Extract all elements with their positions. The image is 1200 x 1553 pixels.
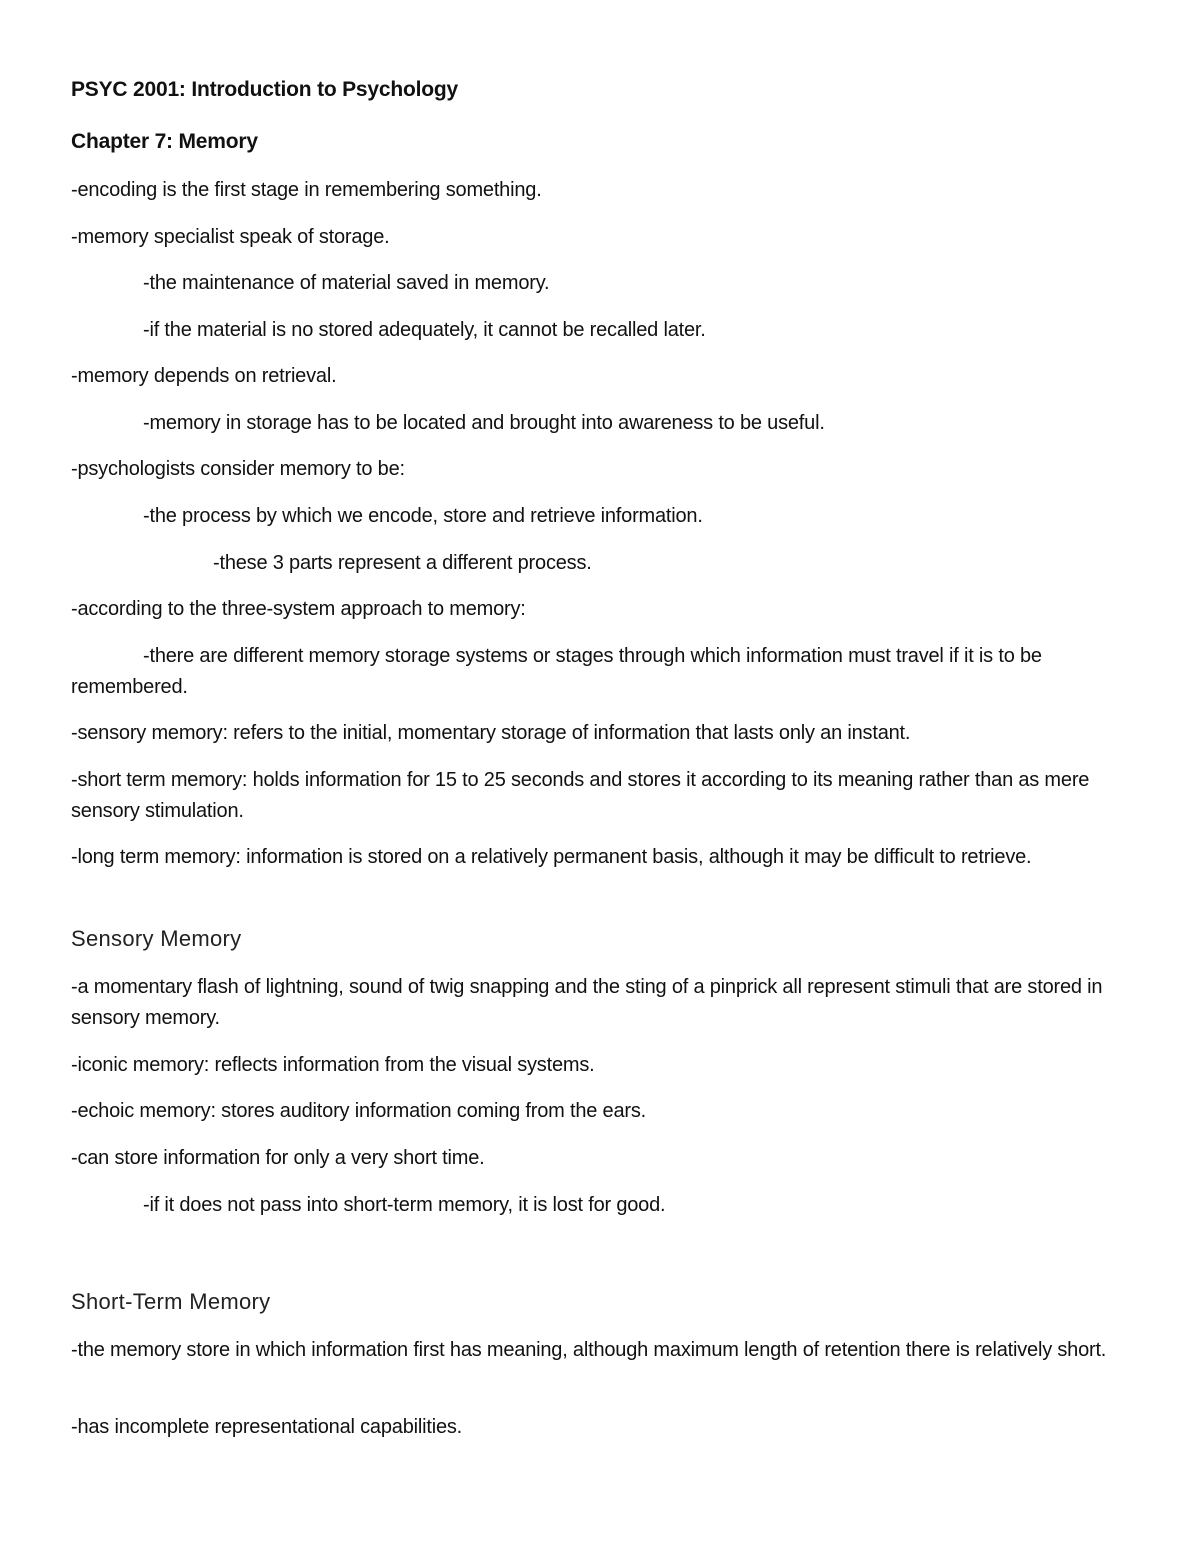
chapter-title: Chapter 7: Memory <box>71 130 258 153</box>
note-line: -memory depends on retrieval. <box>71 365 337 387</box>
note-line: -memory specialist speak of storage. <box>71 226 390 248</box>
note-line: -if the material is no stored adequately, it cannot be recalled later. <box>143 319 706 341</box>
section-heading-short-term: Short-Term Memory <box>71 1289 271 1314</box>
section-heading-sensory: Sensory Memory <box>71 926 242 951</box>
note-line: -there are different memory storage systems or stages through which information must travel if it is to be remembered. <box>71 645 1042 698</box>
note-line: -these 3 parts represent a different process. <box>213 552 592 574</box>
note-line: -a momentary flash of lightning, sound of twig snapping and the sting of a pinprick all represent stimuli that are stored in sensory memory. <box>71 976 1103 1029</box>
note-line: -the maintenance of material saved in memory. <box>143 272 550 294</box>
course-title: PSYC 2001: Introduction to Psychology <box>71 78 458 101</box>
note-line: -sensory memory: refers to the initial, momentary storage of information that lasts only an instant. <box>71 722 911 744</box>
note-line: -the memory store in which information first has meaning, although maximum length of retention there is relatively short. <box>71 1339 1107 1361</box>
note-line: -memory in storage has to be located and brought into awareness to be useful. <box>143 412 825 434</box>
note-line: -long term memory: information is stored on a relatively permanent basis, although it may be difficult to retrieve. <box>71 846 1032 868</box>
note-line: -according to the three-system approach to memory: <box>71 598 526 620</box>
note-line: -iconic memory: reflects information from the visual systems. <box>71 1054 595 1076</box>
note-line: -if it does not pass into short-term memory, it is lost for good. <box>143 1194 666 1216</box>
note-line: -has incomplete representational capabilities. <box>71 1416 463 1438</box>
note-line: -psychologists consider memory to be: <box>71 458 405 480</box>
note-line: -can store information for only a very short time. <box>71 1147 485 1169</box>
note-line: -the process by which we encode, store and retrieve information. <box>143 505 703 527</box>
note-line: -encoding is the first stage in remembering something. <box>71 179 542 201</box>
note-line: -short term memory: holds information for 15 to 25 seconds and stores it according to its meaning rather than as mere sensory stimulation. <box>71 769 1090 822</box>
note-line: -echoic memory: stores auditory information coming from the ears. <box>71 1100 646 1122</box>
